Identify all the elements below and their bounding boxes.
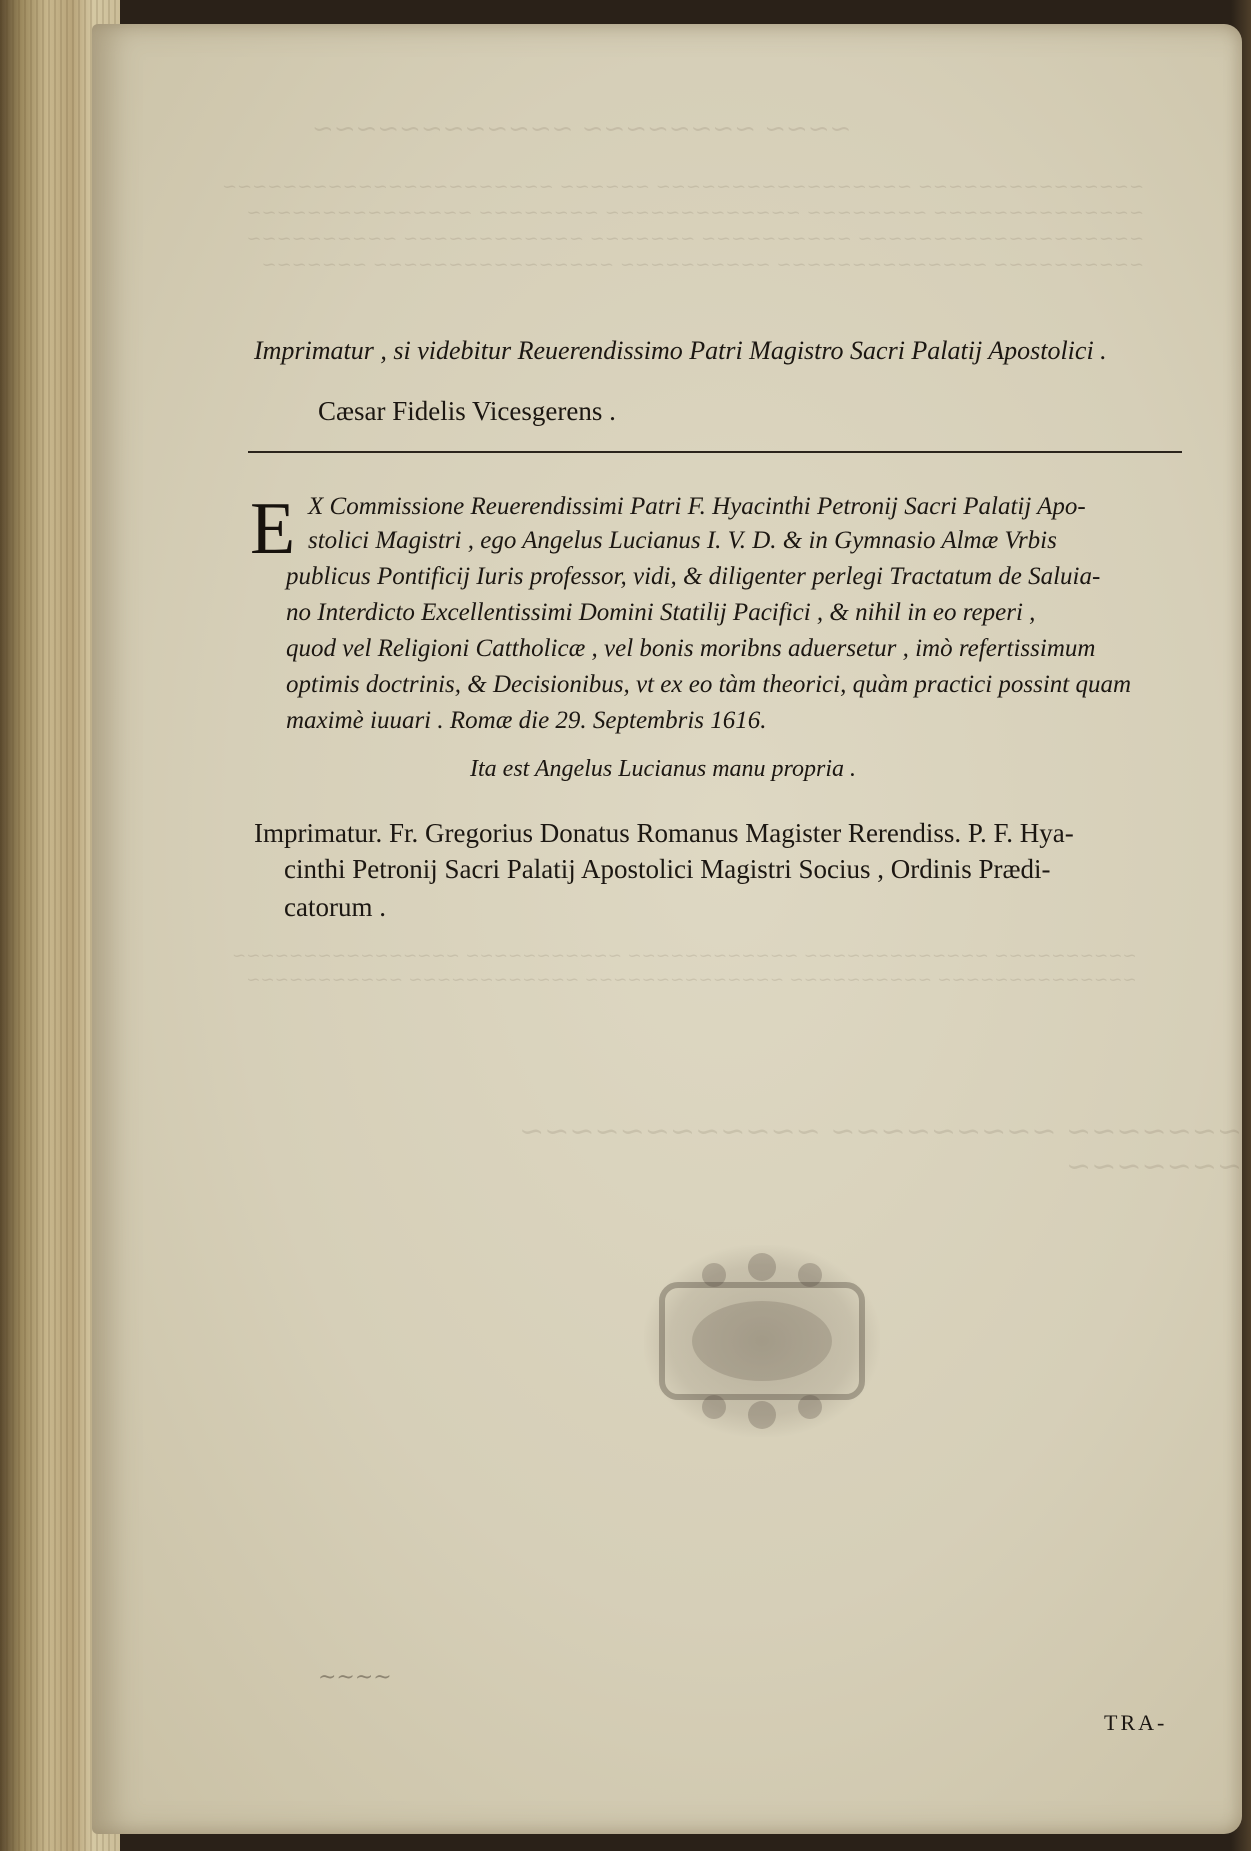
imprimatur-line-2-2: cinthi Petronij Sacri Palatij Apostolici Magistri Socius , Ordinis Prædi- <box>284 854 1051 884</box>
imprimatur-line: Imprimatur , si videbitur Reuerendissimo Patri Magistro Sacri Palatij Apostolici . <box>254 336 1107 365</box>
paragraph-line-3: publicus Pontificij Iuris professor, vidi, & diligenter perlegi Tractatum de Saluia- <box>286 563 1101 590</box>
marginal-scribble: ~~~~ <box>318 1665 392 1690</box>
bleed-through: ~~~~~~~~~~ ~~~~~~~~~~~~~ ~~~~~~~~~~~~ ~~~~~~~~~~~ ~~~~~~~~~~~~~~~~ ~~~~~~~~~~~~~~ ~~~~~~~~~~ ~~~~~~~~~~~~~~ ~~~~~~~~~~~~ ~~~~~~~~~~~ <box>232 946 1137 990</box>
imprimatur-line-2-1: Imprimatur. Fr. Gregorius Donatus Romanus Magister Rerendiss. P. F. Hya- <box>254 818 1074 848</box>
signature-lucianus: Ita est Angelus Lucianus manu propria . <box>470 756 857 782</box>
ornament-graphic <box>644 1245 880 1437</box>
bleed-through: ~~~~~~~~~~~~~~~ ~~~~~~~~~~~~~~~~~ ~~~~~~ ~~~~~~~~~~~~~~~~~~~~~~ ~~~~~~~~~~~~~~ ~~~~~~~~ ~~~~~~~~~~~~~ ~~~~~~~~ ~~~~~~~~~~~~~~~ ~~~~~~~~~~~~~~~~~~~ ~~~~~~~~~~ ~~~~~~~ ~~~~~~~~~~~~ ~~~~~~~~~~ ~~~~~~~~~~ ~~~~~~~~~~~~~~ ~~~~~~~~~~ ~~~~~~~~~~~~~~~~ ~~~~~~~ <box>222 176 1145 275</box>
paragraph-line-2: stolici Magistri , ego Angelus Lucianus I. V. D. & in Gymnasio Almæ Vrbis <box>308 527 1057 554</box>
drop-cap: E <box>250 488 296 570</box>
paragraph-line-5: quod vel Religioni Cattholicæ , vel bonis moribns aduersetur , imò refertissimum <box>286 635 1096 662</box>
paragraph-line-1: X Commissione Reuerendissimi Patri F. Hyacinthi Petronij Sacri Palatij Apo- <box>308 493 1086 520</box>
printers-ornament <box>644 1245 880 1437</box>
paragraph-line-6: optimis doctrinis, & Decisionibus, vt ex eo tàm theorici, quàm practici possint quam <box>286 671 1132 698</box>
bleed-through: ~~~~ ~~~~~~~~ ~~~~~~~~~~~~ <box>312 114 852 144</box>
imprimatur-line-2-3: catorum . <box>284 892 386 922</box>
page <box>92 24 1242 1834</box>
paragraph-line-7: maximè iuuari . Romæ die 29. Septembris 1616. <box>286 707 767 734</box>
paragraph-line-4: no Interdicto Excellentissimi Domini Statilij Pacifici , & nihil in eo reperi , <box>286 599 1036 626</box>
catchword: TRA- <box>1104 1710 1168 1735</box>
signature-vicesgerens: Cæsar Fidelis Vicesgerens . <box>318 396 616 426</box>
bleed-through: ~~~~~~~ ~~~~~~~~~ ~~~~~~~~~~~~ ~~~~~~~ <box>519 1114 1242 1184</box>
divider-rule <box>248 451 1182 453</box>
